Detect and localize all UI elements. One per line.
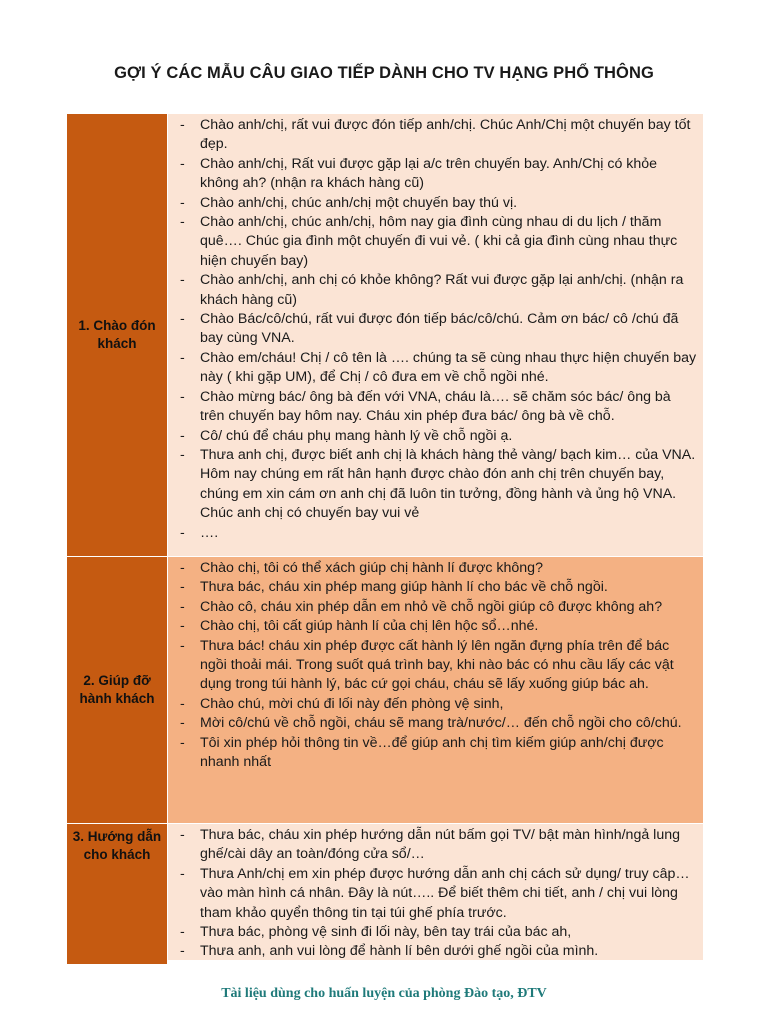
- list-item: - Chào em/cháu! Chị / cô tên là …. chúng ta sẽ cùng nhau thực hiện chuyến bay này ( khi gặp UM), để Chị / cô đưa em về chỗ ngồi nhé.: [174, 349, 699, 388]
- list-item: - Chào chị, tôi có thể xách giúp chị hành lí được không?: [174, 559, 699, 578]
- section-label-assist: 2. Giúp đỡ hành khách: [67, 557, 167, 823]
- phrase-table: [67, 114, 703, 965]
- list-item: - Thưa anh chị, được biết anh chị là khách hàng thẻ vàng/ bạch kim… của VNA. Hôm nay chúng em rất hân hạnh được chào đón anh chị trên chuyến bay, chúng em xin cám ơn anh chị đã luôn tin tưởng, đồng hành và ủng hộ VNA. Chúc anh chị có chuyến bay vui vẻ: [174, 446, 699, 524]
- list-item: - Chào anh/chị, Rất vui được gặp lại a/c trên chuyến bay. Anh/Chị có khỏe không ah? (nhận ra khách hàng cũ): [174, 155, 699, 194]
- list-item: - Chào cô, cháu xin phép dẫn em nhỏ về chỗ ngồi giúp cô được không ah?: [174, 598, 699, 617]
- phrase-list: [174, 826, 699, 962]
- list-item: - Chào anh/chị, rất vui được đón tiếp anh/chị. Chúc Anh/Chị một chuyến bay tốt đẹp.: [174, 116, 699, 155]
- list-item: - Thưa bác! cháu xin phép được cất hành lý lên ngăn đựng phía trên để bác ngồi thoải mái. Trong suốt quá trình bay, khi nào bác có nhu cầu lấy các vật dụng trong túi hành lý, bác cứ gọi cháu, cháu sẽ lấy xuống giúp bác ah.: [174, 637, 699, 695]
- list-item: - Tôi xin phép hỏi thông tin về…để giúp anh chị tìm kiếm giúp anh/chị được nhanh nhất: [174, 734, 699, 773]
- list-item: - Chào Bác/cô/chú, rất vui được đón tiếp bác/cô/chú. Cảm ơn bác/ cô /chú đã bay cùng VNA.: [174, 310, 699, 349]
- phrase-list: [174, 116, 699, 543]
- section-content-guide: [167, 824, 703, 960]
- section-content-assist: [167, 557, 703, 823]
- section-row-greeting: [67, 114, 703, 557]
- section-row-assist: [67, 557, 703, 824]
- list-item: - ….: [174, 524, 699, 543]
- list-item: - Cô/ chú để cháu phụ mang hành lý về chỗ ngồi ạ.: [174, 427, 699, 446]
- list-item: - Chào anh/chị, chúc anh/chị, hôm nay gia đình cùng nhau di du lịch / thăm quê…. Chúc gia đình một chuyến đi vui vẻ. ( khi cả gia đình cùng nhau thực hiện chuyến bay): [174, 213, 699, 271]
- section-label-greeting: 1. Chào đón khách: [67, 114, 167, 556]
- document-title: GỢI Ý CÁC MẪU CÂU GIAO TIẾP DÀNH CHO TV HẠNG PHỔ THÔNG: [114, 64, 654, 82]
- list-item: - Thưa bác, cháu xin phép hướng dẫn nút bấm gọi TV/ bật màn hình/ngả lung ghế/cài dây an toàn/đóng cửa sổ/…: [174, 826, 699, 865]
- list-item: - Thưa Anh/chị em xin phép được hướng dẫn anh chị cách sử dụng/ truy câp… vào màn hình cá nhân. Đây là nút….. Để biết thêm chi tiết, anh / chị vui lòng tham khảo quyển thông tin tại túi ghế phía trước.: [174, 865, 699, 923]
- list-item: - Thưa anh, anh vui lòng để hành lí bên dưới ghế ngồi của mình.: [174, 942, 699, 961]
- phrase-list: [174, 559, 699, 772]
- list-item: - Thưa bác, cháu xin phép mang giúp hành lí cho bác về chỗ ngồi.: [174, 578, 699, 597]
- list-item: - Mời cô/chú về chỗ ngồi, cháu sẽ mang trà/nước/… đến chỗ ngồi cho cô/chú.: [174, 714, 699, 733]
- section-row-guide: [67, 824, 703, 965]
- footer-note: Tài liệu dùng cho huấn luyện của phòng Đào tạo, ĐTV: [221, 986, 547, 1001]
- list-item: - Chào mừng bác/ ông bà đến với VNA, cháu là…. sẽ chăm sóc bác/ ông bà trên chuyến bay hôm nay. Cháu xin phép đưa bác/ ông bà về chỗ.: [174, 388, 699, 427]
- list-item: - Chào anh/chị, chúc anh/chị một chuyến bay thú vị.: [174, 194, 699, 213]
- list-item: - Chào chị, tôi cất giúp hành lí của chị lên hộc sổ…nhé.: [174, 617, 699, 636]
- list-item: - Chào anh/chị, anh chị có khỏe không? Rất vui được gặp lại anh/chị. (nhận ra khách hàng cũ): [174, 271, 699, 310]
- section-content-greeting: [167, 114, 703, 556]
- list-item: - Chào chú, mời chú đi lối này đến phòng vệ sinh,: [174, 695, 699, 714]
- section-label-guide: 3. Hướng dẫn cho khách: [67, 824, 167, 964]
- list-item: - Thưa bác, phòng vệ sinh đi lối này, bên tay trái của bác ah,: [174, 923, 699, 942]
